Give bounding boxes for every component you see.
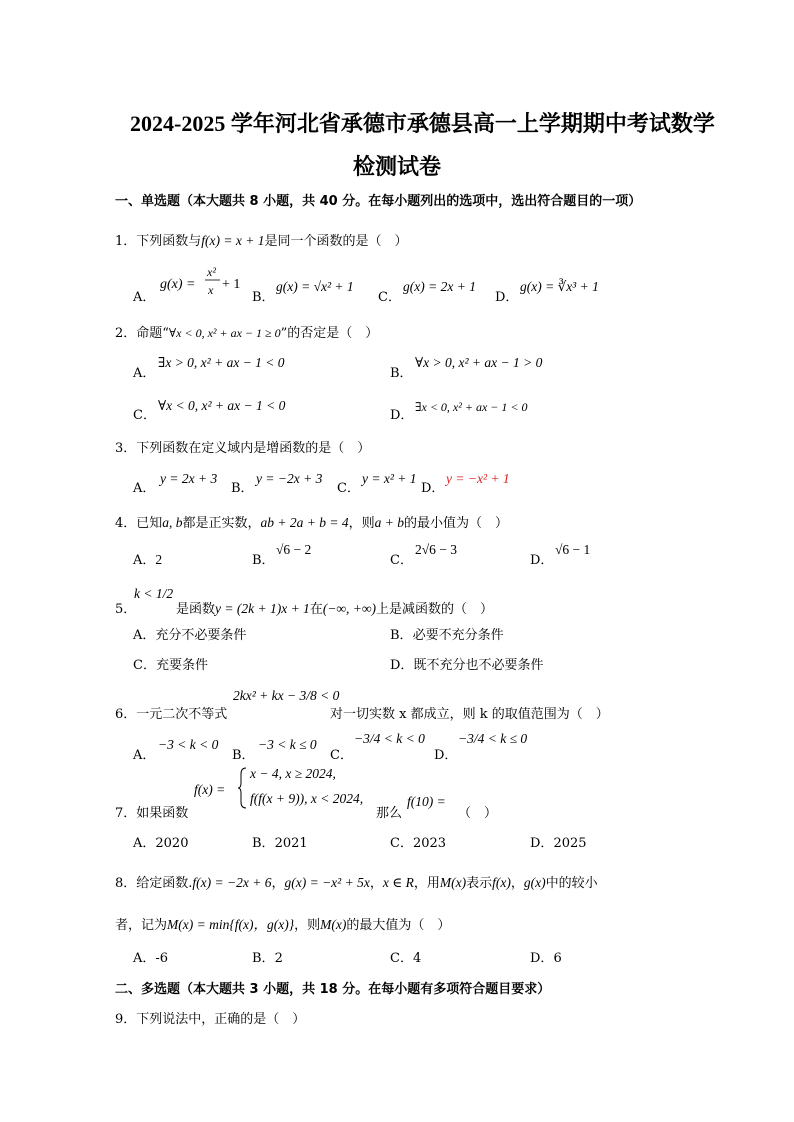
option-label: A．: [133, 836, 156, 851]
option-label: A．: [133, 366, 156, 381]
q4-cond: ab + 2a + b = 4: [260, 515, 349, 530]
q5-option-c: [133, 654, 208, 673]
option-label: D．: [495, 290, 519, 305]
question-4-stem: [115, 512, 508, 531]
option-label: B．: [252, 836, 275, 851]
q4-ab: a, b: [162, 515, 183, 530]
question-3-stem: 3．下列函数在定义域内是增函数的是（ ）: [115, 441, 371, 456]
option-label: A．: [133, 628, 156, 643]
q6-option-a: [133, 744, 155, 763]
q5-number: 5．: [115, 602, 137, 617]
q2-option-d-math: ∃x < 0, x² + ax − 1 < 0: [415, 400, 528, 414]
q5-option-b: [390, 624, 504, 643]
q8-option-a: [133, 947, 168, 966]
q7-pre: 7．如果函数: [115, 806, 189, 821]
option-label: C．: [378, 290, 401, 305]
option-label: A．: [133, 553, 156, 568]
q2-option-c: [133, 404, 156, 423]
svg-text:+ 1: + 1: [222, 277, 241, 292]
q6-option-b: [232, 744, 255, 763]
q3-option-a: [133, 477, 155, 496]
q7-post: （ ）: [458, 806, 498, 821]
svg-text:x²: x²: [207, 265, 216, 279]
q7-case2: f(f(x + 9)), x < 2024,: [250, 791, 364, 806]
q7-option-a: [133, 832, 188, 851]
option-label: D．: [421, 481, 445, 496]
section-heading-single-choice: 一、单选题（本大题共 8 小题，共 40 分。在每小题列出的选项中，选出符合题目的一项）: [115, 194, 642, 209]
q4-option-d-math: √6 − 1: [555, 542, 591, 557]
q7-f10: f(10) =: [407, 794, 446, 809]
q2-option-d: [390, 404, 413, 423]
q8-post1: 中的较小: [545, 876, 598, 891]
option-label: C．: [390, 836, 413, 851]
q2-option-a-math: ∃x > 0, x² + ax − 1 < 0: [158, 355, 285, 370]
q2-post: ”的否定是（ ）: [280, 326, 379, 341]
q2-option-a: [133, 362, 155, 381]
q4-mid2: ，则: [348, 516, 375, 531]
q3-option-d-math: y = −x² + 1: [446, 471, 510, 486]
page-title-line2: 检测试卷: [353, 154, 442, 179]
q6-option-b-math: −3 < k ≤ 0: [258, 737, 317, 752]
q8-option-c-value: 4: [412, 951, 422, 966]
q6-inequality: 2kx² + kx − 3/8 < 0: [233, 688, 340, 703]
q3-option-b: [231, 477, 254, 496]
q5-option-a: [133, 624, 246, 643]
q5-stem: [176, 598, 493, 617]
q7-case1: x − 4, x ≥ 2024,: [250, 766, 336, 781]
q4-mid1: 都是正实数，: [182, 516, 261, 531]
q8-Mx: M(x): [439, 875, 467, 890]
option-label: D．: [530, 951, 554, 966]
q4-option-d: [530, 549, 553, 568]
option-label: A．: [133, 951, 156, 966]
option-label: C．: [390, 553, 413, 568]
option-label: A．: [133, 748, 156, 763]
q7-option-c: [390, 832, 446, 851]
q7-brace: [238, 766, 248, 814]
option-label: C．: [337, 481, 360, 496]
option-label: B．: [252, 290, 275, 305]
option-label: B．: [231, 481, 254, 496]
q6-option-d: [434, 744, 457, 763]
q3-option-c: [337, 477, 360, 496]
option-label: B．: [390, 366, 413, 381]
q8-xr: x ∈ R: [382, 875, 414, 890]
q7-option-a-value: 2020: [155, 836, 189, 851]
q8-def: M(x) = min{f(x)，g(x)}: [167, 917, 295, 932]
q8-Mx-2: M(x): [320, 917, 347, 932]
q4-option-a: [133, 549, 162, 568]
q1-pre: 1．下列函数与: [115, 234, 202, 249]
q7-fx-label: f(x) =: [194, 782, 226, 797]
q1-option-a: [133, 286, 155, 305]
q7-option-d-value: 2025: [553, 836, 587, 851]
q8-option-d: [530, 947, 562, 966]
svg-text:g(x) =: g(x) =: [160, 277, 196, 292]
q7-option-c-value: 2023: [412, 836, 447, 851]
q8-option-c: [390, 947, 421, 966]
q5-post: 上是减函数的（ ）: [376, 602, 494, 617]
q6-option-a-math: −3 < k < 0: [158, 737, 219, 752]
q8-line2-pre: 者，记为: [115, 918, 168, 933]
page-title: 2024-2025 学年河北省承德市承德县高一上学期期中考试数学: [130, 111, 715, 136]
q2-pre: 2．命题“: [115, 326, 169, 341]
q1-option-c-math: g(x) = 2x + 1: [403, 279, 476, 294]
q8-option-b-value: 2: [274, 951, 283, 966]
q1-option-b: [252, 286, 275, 305]
q5-mid1: 是函数: [176, 602, 216, 617]
fraction-formula: [160, 264, 250, 300]
q1-expr: f(x) = x + 1: [201, 233, 265, 248]
q1-option-d: [495, 286, 518, 305]
q3-option-d: [421, 477, 444, 496]
question-9-stem: 9．下列说法中，正确的是（ ）: [115, 1012, 306, 1027]
q4-option-b-math: √6 − 2: [276, 542, 312, 557]
q3-option-b-math: y = −2x + 3: [256, 471, 323, 486]
option-label: B．: [252, 553, 275, 568]
q7-option-d: [530, 832, 587, 851]
q8-post2: 的最大值为（ ）: [346, 918, 451, 933]
q8-option-b: [252, 947, 283, 966]
q5-option-c-text: 充要条件: [155, 658, 208, 673]
q2-expr: ∀x < 0, x² + ax − 1 ≥ 0: [168, 326, 281, 340]
question-8-stem-line1: 8．给定函数.f(x) = −2x + 6，g(x) = −x² + 5x，x ∈ R，用M(x)表示f(x)，g(x)中的较小: [115, 875, 598, 891]
q3-option-c-math: y = x² + 1: [362, 471, 417, 486]
q8-line2-post: ，则: [294, 918, 321, 933]
q5-option-d: [390, 654, 543, 673]
q5-option-b-text: 必要不充分条件: [412, 628, 504, 643]
q2-option-b-math: ∀x > 0, x² + ax − 1 > 0: [415, 355, 543, 370]
q5-cond: k < 1/2: [134, 586, 174, 601]
q8-f: f(x) = −2x + 6: [192, 875, 272, 890]
q4-option-b: [252, 549, 275, 568]
q1-option-c: [378, 286, 401, 305]
option-label: D．: [390, 408, 414, 423]
q8-mid1: ，用: [413, 876, 440, 891]
q4-option-c: [390, 549, 413, 568]
option-label: B．: [252, 951, 275, 966]
option-label: A．: [133, 481, 156, 496]
option-label: C．: [390, 951, 413, 966]
option-label: C．: [330, 748, 353, 763]
q5-option-a-text: 充分不必要条件: [155, 628, 247, 643]
q4-apb: a + b: [374, 515, 405, 530]
q4-pre: 4．已知: [115, 516, 163, 531]
option-label: D．: [390, 658, 414, 673]
q1-post: 是同一个函数的是（ ）: [264, 234, 408, 249]
q8-option-d-value: 6: [553, 951, 562, 966]
q1-option-a-math: [160, 264, 250, 304]
option-label: D．: [530, 836, 554, 851]
q7-option-b-value: 2021: [274, 836, 308, 851]
q4-option-c-math: 2√6 − 3: [415, 542, 458, 557]
q8-mid2: 表示: [466, 876, 493, 891]
q5-option-d-text: 既不充分也不必要条件: [413, 658, 544, 673]
q6-option-c: [330, 744, 353, 763]
q6-option-c-math: −3/4 < k < 0: [354, 731, 425, 746]
q2-option-b: [390, 362, 413, 381]
question-1-stem: [115, 230, 408, 249]
left-brace: [238, 766, 248, 810]
q5-func: y = (2k + 1)x + 1: [215, 601, 310, 616]
q8-pre: 8．给定函数.: [115, 876, 193, 891]
q6-post: 对一切实数 x 都成立，则 k 的取值范围为（ ）: [330, 707, 609, 722]
q7-option-b: [252, 832, 308, 851]
q1-option-b-math: g(x) = √x² + 1: [276, 279, 354, 294]
q1-option-d-math: g(x) = ∛x³ + 1: [520, 279, 599, 294]
q5-interval: (−∞, +∞): [322, 601, 377, 616]
option-label: C．: [133, 408, 156, 423]
option-label: D．: [530, 553, 554, 568]
option-label: B．: [232, 748, 255, 763]
q5-mid2: 在: [309, 602, 323, 617]
q4-post: 的最小值为（ ）: [404, 516, 509, 531]
option-label: D．: [434, 748, 458, 763]
section-heading-multi-choice: 二、多选题（本大题共 3 小题，共 18 分。在每小题有多项符合题目要求）: [115, 982, 551, 997]
q8-g: g(x) = −x² + 5x: [284, 875, 370, 890]
q8-option-a-value: -6: [155, 951, 169, 966]
q6-option-d-math: −3/4 < k ≤ 0: [458, 731, 528, 746]
question-8-stem-line2: [115, 913, 450, 933]
svg-text:x: x: [208, 283, 214, 297]
option-label: C．: [133, 658, 156, 673]
option-label: A．: [133, 290, 156, 305]
q8-fx: f(x): [492, 875, 511, 890]
q8-gx: g(x): [523, 875, 546, 890]
q4-option-a-value: 2: [155, 552, 163, 567]
q6-pre: 6．一元二次不等式: [115, 707, 228, 722]
q3-option-a-math: y = 2x + 3: [160, 471, 218, 486]
q7-mid: 那么: [376, 806, 403, 821]
question-2-stem: [115, 322, 378, 341]
q2-option-c-math: ∀x < 0, x² + ax − 1 < 0: [158, 398, 286, 413]
option-label: B．: [390, 628, 413, 643]
